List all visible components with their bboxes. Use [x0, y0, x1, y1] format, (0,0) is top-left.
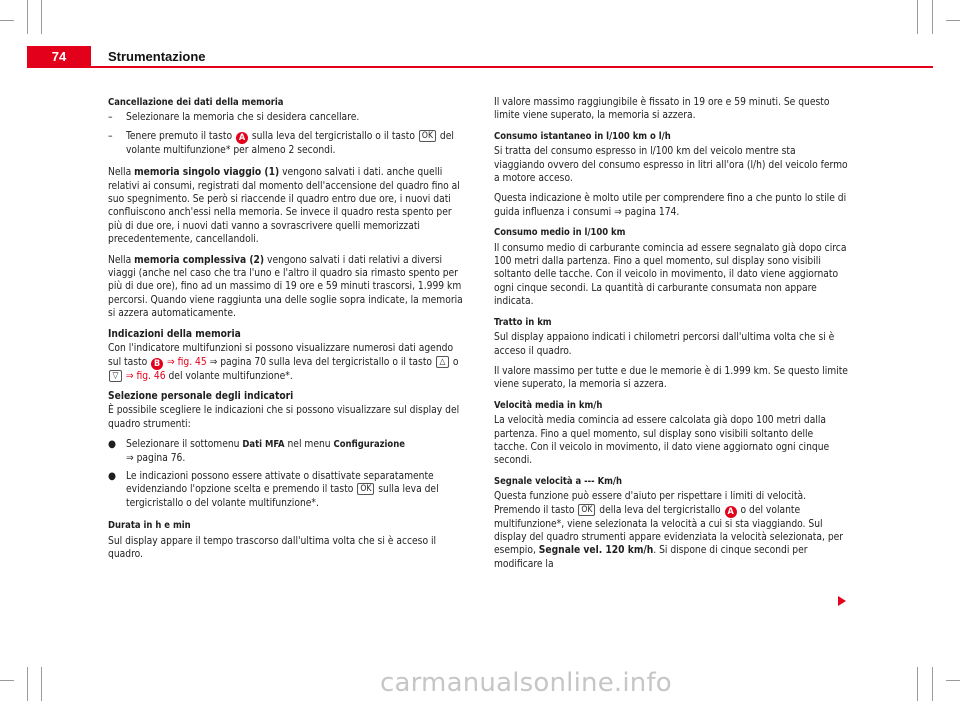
crop-mark [27, 0, 28, 34]
term-total-memory: memoria complessiva (2) [134, 254, 265, 266]
list-item [108, 111, 463, 124]
list-item-text: del volante multifunzione* per almeno 2 secondi. [126, 130, 454, 156]
crop-mark [27, 667, 28, 701]
text: Le indicazioni possono essere attivate o disattivate separatamente evidenziando l'opzione scelta e premendo il tasto [126, 470, 434, 496]
crop-mark [0, 20, 14, 21]
heading-personal-selection: Selezione personale degli indicatori [108, 390, 294, 402]
list-item-text: sulla leva del tergicristallo o il tasto [249, 130, 418, 142]
text: vengono salvati i dati. anche quelli relativi ai consumi, registrati dal momento dell'accensione del quadro fino al suo spegnimento. Se però si riaccende il quadro entro due ore, i nuovi dati confluiscono anch'essi nella memoria. Se invece il quadro resta spento per più di due ore, i nuovi dati vanno a sovrascrivere quelli memorizzati precedentemente, cancellandoli. [108, 167, 460, 246]
display-message-example: Segnale vel. 120 km/h [538, 545, 654, 557]
text: . Si dispone di cinque secondi per modificare la [494, 545, 808, 570]
heading-duration: Durata in h e min [108, 520, 191, 532]
menu-term-dati-mfa: Dati MFA [242, 439, 285, 451]
text: o [449, 356, 459, 368]
heading-distance: Tratto in km [494, 316, 552, 328]
text: della leva del tergicristallo [596, 504, 724, 516]
heading-clear-memory: Cancellazione dei dati della memoria [108, 97, 284, 108]
paragraph-max-duration: Il valore massimo raggiungibile è fissato in 19 ore e 59 minuti. Se questo limite viene superato, la memoria si azzera. [494, 97, 830, 122]
left-column [108, 96, 463, 568]
paragraph-total-memory [108, 254, 463, 321]
text: vengono salvati i dati relativi a diversi viaggi (anche nel caso che tra l'uno e l'altro il quadro sia rimasto spento per più di due ore), fino ad un massimo di 19 ore e 59 minuti trascorsi, 1.999 km percorsi. Quando viene raggiunta una delle soglie sopra indicate, la memoria si azzera automaticamente. [108, 254, 463, 320]
continue-arrow-icon [838, 596, 846, 606]
button-a-symbol: A [725, 506, 737, 518]
page-header [27, 46, 933, 68]
bullet-item [108, 470, 463, 510]
paragraph-instant-consumption: Si tratta del consumo espresso in l/100 km del veicolo mentre sta viaggiando ovvero del consumo espresso in litri all'ora (l/h) del veicolo fermo a motore acceso. [494, 146, 848, 185]
page-reference: ⇒ pagina 76. [126, 452, 186, 464]
button-b-symbol: B [151, 358, 163, 370]
paragraph-driving-style: Questa indicazione è molto utile per comprendere fino a che punto lo stile di guida influenza i consumi ⇒ pagina 174. [494, 193, 847, 218]
right-column [494, 96, 849, 578]
ok-key-symbol: OK [419, 130, 436, 142]
paragraph-single-trip-memory [108, 166, 463, 246]
page-number: 74 [27, 46, 91, 68]
text: o del volante multifunzione*, viene selezionata la velocità a cui si sta viaggiando. Sul display del quadro strumenti appare evidenziata la velocità selezionata, per esempio, [494, 504, 844, 557]
heading-average-speed: Velocità media in km/h [494, 399, 603, 411]
crop-mark [917, 0, 918, 34]
paragraph-memory-indications [108, 342, 463, 383]
crop-mark [917, 667, 918, 701]
crop-mark [946, 680, 960, 681]
bullet-marker: ● [108, 439, 116, 451]
list-item-text: Selezionare la memoria che si desidera cancellare. [126, 112, 360, 124]
paragraph-personal-selection: È possibile scegliere le indicazioni che si possono visualizzare sul display del quadro strumenti: [108, 405, 460, 430]
paragraph-distance-max: Il valore massimo per tutte e due le memorie è di 1.999 km. Se questo limite viene superato, la memoria si azzera. [494, 365, 848, 391]
paragraph-average-consumption: Il consumo medio di carburante comincia ad essere segnalato già dopo circa 100 metri dalla partenza. Fino a quel momento, sul display sono visibili soltanto delle tacche. Con il veicolo in movimento, il dato viene aggiornato ogni cinque secondi. La quantità di carburante consumata non appare indicata. [494, 242, 847, 308]
up-key-symbol: △ [436, 356, 449, 368]
crop-mark [932, 667, 933, 701]
crop-mark [932, 0, 933, 34]
bullet-marker: ● [108, 470, 116, 482]
text: ⇒ pagina 70 sulla leva del tergicristallo o il tasto [206, 356, 435, 368]
header-rule [91, 66, 933, 68]
text: Questa funzione può essere d'aiuto per rispettare i limiti di velocità. Premendo il tasto [494, 491, 807, 516]
ok-key-symbol: OK [578, 504, 595, 516]
crop-mark [0, 680, 14, 681]
crop-mark [41, 0, 42, 34]
dash-marker: – [108, 112, 113, 124]
text: Con l'indicatore multifunzioni si possono visualizzare numerosi dati agendo sul tasto [108, 343, 454, 368]
figure-link[interactable]: ⇒ fig. 46 [123, 370, 166, 382]
term-single-trip-memory: memoria singolo viaggio (1) [134, 167, 280, 179]
crop-mark [41, 667, 42, 701]
menu-term-configurazione: Configurazione [333, 439, 405, 451]
watermark: carmanualsonline.info [380, 668, 672, 698]
ok-key-symbol: OK [357, 483, 374, 495]
text: Selezionare il sottomenu [126, 439, 243, 451]
list-item-text: Tenere premuto il tasto [126, 130, 235, 142]
paragraph-speed-warning [494, 490, 849, 571]
paragraph-distance: Sul display appaiono indicati i chilometri percorsi dall'ultima volta che si è acceso il quadro. [494, 332, 835, 357]
paragraph-average-speed: La velocità media comincia ad essere calcolata già dopo 100 metri dalla partenza. Fino a quel momento, sul display sono visibili soltanto delle tacche. Con il veicolo in movimento, il dato viene aggiornato ogni cinque secondi. [494, 415, 830, 467]
list-item [108, 130, 463, 157]
figure-link[interactable]: ⇒ fig. 45 [164, 356, 207, 368]
crop-mark [946, 20, 960, 21]
heading-average-consumption: Consumo medio in l/100 km [494, 227, 626, 239]
text: nel menu [284, 439, 334, 451]
dash-marker: – [108, 130, 113, 142]
heading-instant-consumption: Consumo istantaneo in l/100 km o l/h [494, 130, 671, 142]
section-title: Strumentazione [108, 49, 206, 64]
heading-memory-indications: Indicazioni della memoria [108, 328, 241, 340]
heading-speed-warning: Segnale velocità a --- Km/h [494, 475, 622, 487]
text: sulla leva del tergicristallo o del volante multifunzione*. [126, 484, 439, 509]
text: Nella [108, 254, 135, 266]
text: del volante multifunzione*. [165, 370, 293, 382]
bullet-item [108, 438, 463, 465]
button-a-symbol: A [236, 132, 248, 144]
paragraph-duration: Sul display appare il tempo trascorso dall'ultima volta che si è acceso il quadro. [108, 535, 437, 560]
down-key-symbol: ▽ [109, 370, 122, 382]
text: Nella [108, 167, 135, 179]
